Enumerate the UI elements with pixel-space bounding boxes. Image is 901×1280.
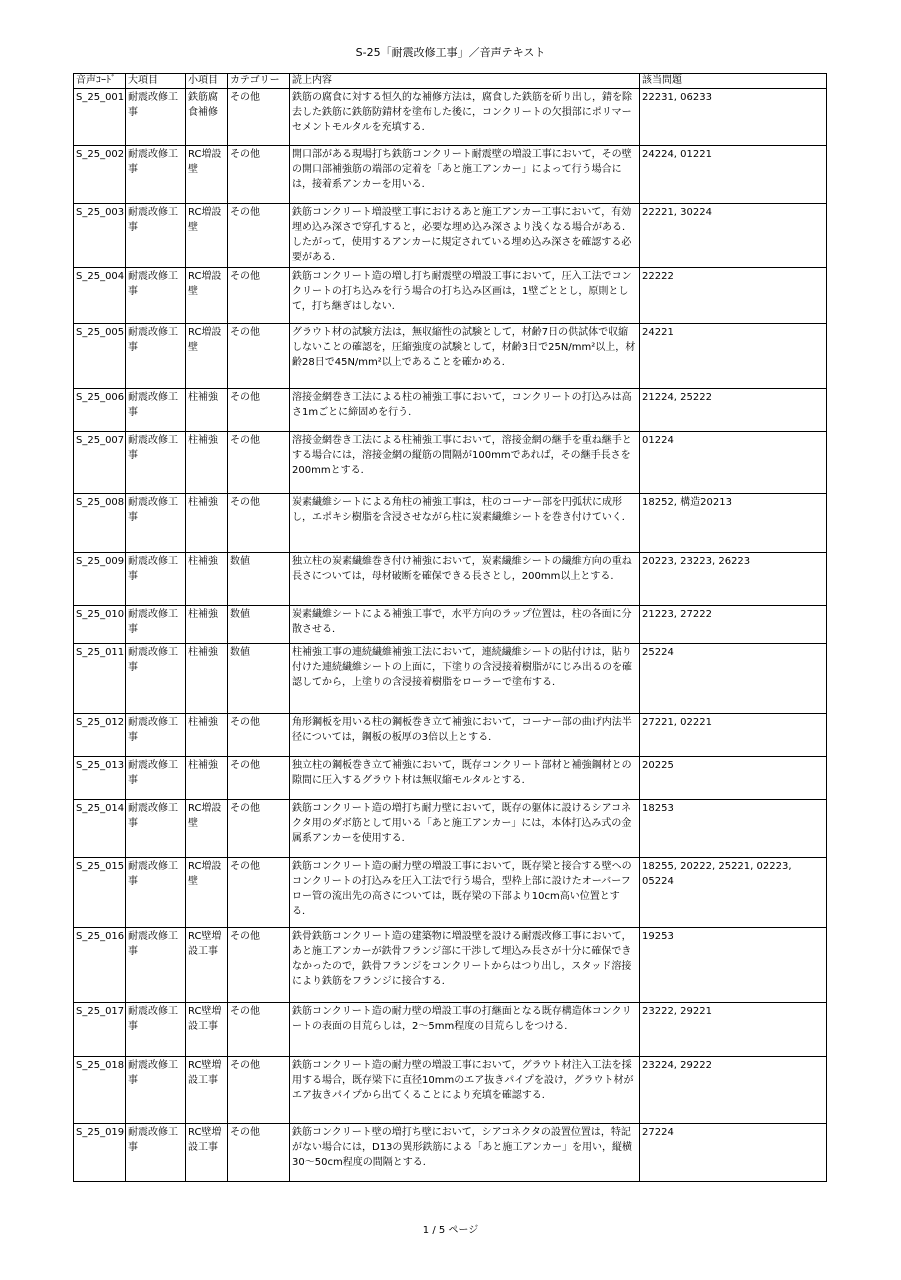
cell-related: 27224 bbox=[640, 1124, 827, 1182]
cell-minor: 柱補強 bbox=[186, 553, 228, 606]
table-row bbox=[74, 858, 827, 928]
cell-major: 耐震改修工事 bbox=[126, 800, 186, 858]
page-footer: 1 / 5 ページ bbox=[422, 1225, 479, 1236]
cell-major: 耐震改修工事 bbox=[126, 644, 186, 714]
cell-reading: 炭素繊維シートによる角柱の補強工事は，柱のコーナー部を円弧状に成形し，エポキシ樹脂を含浸させながら柱に炭素繊維シートを巻き付けていく． bbox=[290, 494, 640, 553]
cell-category: その他 bbox=[228, 89, 290, 146]
cell-code: S_25_001 bbox=[74, 89, 126, 146]
cell-minor: 柱補強 bbox=[186, 644, 228, 714]
cell-category: その他 bbox=[228, 1057, 290, 1124]
cell-reading: 鉄筋コンクリート造の耐力壁の増設工事の打継面となる既存構造体コンクリートの表面の目荒らしは，2～5mm程度の目荒らしをつける． bbox=[290, 1003, 640, 1057]
cell-minor: 柱補強 bbox=[186, 757, 228, 800]
table-row bbox=[74, 204, 827, 268]
cell-reading: 鉄筋コンクリート壁の増打ち壁において，シアコネクタの設置位置は，特記がない場合には，D13の異形鉄筋による「あと施工アンカー」を用い，縦横30～50cm程度の間隔とする． bbox=[290, 1124, 640, 1182]
cell-reading: グラウト材の試験方法は，無収縮性の試験として，材齢7日の供試体で収縮しないことの確認を，圧縮強度の試験として，材齢3日で25N/mm²以上，材齢28日で45N/mm²以上であることを確かめる． bbox=[290, 324, 640, 389]
cell-major: 耐震改修工事 bbox=[126, 928, 186, 1003]
voice-text-table bbox=[73, 73, 827, 1182]
cell-related: 22231, 06233 bbox=[640, 89, 827, 146]
table-row bbox=[74, 714, 827, 757]
cell-category: その他 bbox=[228, 714, 290, 757]
cell-major: 耐震改修工事 bbox=[126, 494, 186, 553]
table-row bbox=[74, 494, 827, 553]
cell-major: 耐震改修工事 bbox=[126, 204, 186, 268]
table-row bbox=[74, 800, 827, 858]
cell-related: 21224, 25222 bbox=[640, 389, 827, 432]
table-header-row bbox=[74, 74, 827, 89]
header-major: 大項目 bbox=[126, 74, 186, 89]
cell-category: その他 bbox=[228, 757, 290, 800]
cell-related: 18253 bbox=[640, 800, 827, 858]
cell-related: 24224, 01221 bbox=[640, 146, 827, 204]
cell-category: その他 bbox=[228, 389, 290, 432]
table-row bbox=[74, 1057, 827, 1124]
cell-reading: 柱補強工事の連続繊維補強工法において，連続繊維シートの貼付けは，貼り付けた連続繊維シートの上面に，下塗りの含浸接着樹脂がにじみ出るのを確認してから，上塗りの含浸接着樹脂をローラーで塗布する． bbox=[290, 644, 640, 714]
cell-reading: 鉄筋コンクリート造の増打ち耐力壁において，既存の躯体に設けるシアコネクタ用のダボ筋として用いる「あと施工アンカー」には，本体打込み式の金属系アンカーを使用する． bbox=[290, 800, 640, 858]
cell-code: S_25_017 bbox=[74, 1003, 126, 1057]
cell-category: その他 bbox=[228, 1003, 290, 1057]
cell-code: S_25_008 bbox=[74, 494, 126, 553]
cell-reading: 炭素繊維シートによる補強工事で，水平方向のラップ位置は，柱の各面に分散させる． bbox=[290, 606, 640, 644]
cell-major: 耐震改修工事 bbox=[126, 1057, 186, 1124]
cell-minor: RC増設壁 bbox=[186, 858, 228, 928]
cell-related: 18252, 構造20213 bbox=[640, 494, 827, 553]
cell-code: S_25_014 bbox=[74, 800, 126, 858]
cell-reading: 鉄筋の腐食に対する恒久的な補修方法は，腐食した鉄筋を斫り出し，錆を除去した鉄筋に鉄筋防錆材を塗布した後に，コンクリートの欠損部にポリマーセメントモルタルを充填する． bbox=[290, 89, 640, 146]
header-minor: 小項目 bbox=[186, 74, 228, 89]
cell-major: 耐震改修工事 bbox=[126, 268, 186, 324]
cell-minor: 柱補強 bbox=[186, 606, 228, 644]
cell-related: 22221, 30224 bbox=[640, 204, 827, 268]
cell-code: S_25_019 bbox=[74, 1124, 126, 1182]
cell-major: 耐震改修工事 bbox=[126, 1124, 186, 1182]
cell-reading: 鉄骨鉄筋コンクリート造の建築物に増設壁を設ける耐震改修工事において，あと施工アンカーが鉄骨フランジ部に干渉して埋込み長さが十分に確保できなかったので，鉄骨フランジをコンクリートからはつり出し，スタッド溶接により鉄筋をフランジに接合する． bbox=[290, 928, 640, 1003]
cell-major: 耐震改修工事 bbox=[126, 389, 186, 432]
cell-related: 27221, 02221 bbox=[640, 714, 827, 757]
cell-code: S_25_011 bbox=[74, 644, 126, 714]
cell-major: 耐震改修工事 bbox=[126, 606, 186, 644]
cell-category: その他 bbox=[228, 146, 290, 204]
table-row bbox=[74, 146, 827, 204]
cell-category: その他 bbox=[228, 268, 290, 324]
cell-category: その他 bbox=[228, 204, 290, 268]
cell-code: S_25_016 bbox=[74, 928, 126, 1003]
table-row bbox=[74, 757, 827, 800]
cell-reading: 鉄筋コンクリート造の耐力壁の増設工事において，既存梁と接合する壁へのコンクリートの打込みを圧入工法で行う場合，型枠上部に設けたオーバーフロー管の流出先の高さについては，既存梁の下部より10cm高い位置とする． bbox=[290, 858, 640, 928]
header-reading: 読上内容 bbox=[290, 74, 640, 89]
cell-reading: 鉄筋コンクリート造の増し打ち耐震壁の増設工事において，圧入工法でコンクリートの打ち込みを行う場合の打ち込み区画は，1壁ごととし，原則として，打ち継ぎはしない． bbox=[290, 268, 640, 324]
table-row bbox=[74, 324, 827, 389]
cell-reading: 鉄筋コンクリート造の耐力壁の増設工事において，グラウト材注入工法を採用する場合，既存梁下に直径10mmのエア抜きパイプを設け，グラウト材がエア抜きパイプから出てくることにより充填を確認する． bbox=[290, 1057, 640, 1124]
cell-related: 23224, 29222 bbox=[640, 1057, 827, 1124]
cell-minor: 柱補強 bbox=[186, 714, 228, 757]
cell-minor: RC増設壁 bbox=[186, 324, 228, 389]
table-row bbox=[74, 89, 827, 146]
cell-code: S_25_012 bbox=[74, 714, 126, 757]
cell-minor: 鉄筋腐食補修 bbox=[186, 89, 228, 146]
cell-related: 19253 bbox=[640, 928, 827, 1003]
cell-category: 数値 bbox=[228, 553, 290, 606]
cell-category: 数値 bbox=[228, 644, 290, 714]
table-row bbox=[74, 606, 827, 644]
cell-reading: 溶接金網巻き工法による柱の補強工事において，コンクリートの打込みは高さ1mごとに締固めを行う． bbox=[290, 389, 640, 432]
cell-major: 耐震改修工事 bbox=[126, 1003, 186, 1057]
cell-category: その他 bbox=[228, 800, 290, 858]
cell-major: 耐震改修工事 bbox=[126, 146, 186, 204]
cell-minor: RC増設壁 bbox=[186, 268, 228, 324]
cell-major: 耐震改修工事 bbox=[126, 757, 186, 800]
table-row bbox=[74, 1124, 827, 1182]
header-related: 該当問題 bbox=[640, 74, 827, 89]
cell-minor: 柱補強 bbox=[186, 494, 228, 553]
table-row bbox=[74, 553, 827, 606]
cell-category: その他 bbox=[228, 858, 290, 928]
cell-minor: RC壁増設工事 bbox=[186, 928, 228, 1003]
cell-related: 24221 bbox=[640, 324, 827, 389]
table-row bbox=[74, 389, 827, 432]
cell-related: 23222, 29221 bbox=[640, 1003, 827, 1057]
header-code: 音声ｺｰﾄﾞ bbox=[74, 74, 126, 89]
cell-code: S_25_010 bbox=[74, 606, 126, 644]
cell-code: S_25_009 bbox=[74, 553, 126, 606]
cell-code: S_25_015 bbox=[74, 858, 126, 928]
cell-category: その他 bbox=[228, 928, 290, 1003]
cell-code: S_25_003 bbox=[74, 204, 126, 268]
table-row bbox=[74, 928, 827, 1003]
cell-minor: RC増設壁 bbox=[186, 146, 228, 204]
cell-category: その他 bbox=[228, 432, 290, 494]
cell-major: 耐震改修工事 bbox=[126, 324, 186, 389]
cell-minor: RC壁増設工事 bbox=[186, 1003, 228, 1057]
cell-minor: RC壁増設工事 bbox=[186, 1124, 228, 1182]
cell-minor: 柱補強 bbox=[186, 389, 228, 432]
cell-major: 耐震改修工事 bbox=[126, 553, 186, 606]
page-title: S-25「耐震改修工事」／音声テキスト bbox=[355, 46, 546, 59]
cell-minor: RC増設壁 bbox=[186, 800, 228, 858]
cell-major: 耐震改修工事 bbox=[126, 714, 186, 757]
cell-related: 22222 bbox=[640, 268, 827, 324]
cell-reading: 角形鋼板を用いる柱の鋼板巻き立て補強において，コーナー部の曲げ内法半径については，鋼板の板厚の3倍以上とする． bbox=[290, 714, 640, 757]
cell-code: S_25_005 bbox=[74, 324, 126, 389]
cell-code: S_25_004 bbox=[74, 268, 126, 324]
cell-reading: 溶接金網巻き工法による柱補強工事において，溶接金網の継手を重ね継手とする場合には，溶接金網の縦筋の間隔が100mmであれば，その継手長さを200mmとする． bbox=[290, 432, 640, 494]
cell-major: 耐震改修工事 bbox=[126, 89, 186, 146]
cell-related: 01224 bbox=[640, 432, 827, 494]
cell-minor: RC壁増設工事 bbox=[186, 1057, 228, 1124]
cell-category: その他 bbox=[228, 494, 290, 553]
cell-category: その他 bbox=[228, 1124, 290, 1182]
cell-code: S_25_013 bbox=[74, 757, 126, 800]
table-body bbox=[74, 89, 827, 1182]
table-row bbox=[74, 268, 827, 324]
table-row bbox=[74, 1003, 827, 1057]
cell-reading: 独立柱の炭素繊維巻き付け補強において，炭素繊維シートの繊維方向の重ね長さについては，母材破断を確保できる長さとし，200mm以上とする． bbox=[290, 553, 640, 606]
cell-code: S_25_007 bbox=[74, 432, 126, 494]
cell-category: 数値 bbox=[228, 606, 290, 644]
table-row bbox=[74, 644, 827, 714]
cell-reading: 開口部がある現場打ち鉄筋コンクリート耐震壁の増設工事において，その壁の開口部補強筋の端部の定着を「あと施工アンカー」によって行う場合には，接着系アンカーを用いる． bbox=[290, 146, 640, 204]
cell-related: 20225 bbox=[640, 757, 827, 800]
cell-related: 18255, 20222, 25221, 02223, 05224 bbox=[640, 858, 827, 928]
cell-related: 21223, 27222 bbox=[640, 606, 827, 644]
cell-related: 20223, 23223, 26223 bbox=[640, 553, 827, 606]
cell-reading: 独立柱の鋼板巻き立て補強において，既存コンクリート部材と補強鋼材との隙間に圧入するグラウト材は無収縮モルタルとする． bbox=[290, 757, 640, 800]
cell-related: 25224 bbox=[640, 644, 827, 714]
cell-category: その他 bbox=[228, 324, 290, 389]
cell-code: S_25_002 bbox=[74, 146, 126, 204]
cell-code: S_25_006 bbox=[74, 389, 126, 432]
cell-reading: 鉄筋コンクリート増設壁工事におけるあと施工アンカー工事において，有効埋め込み深さで穿孔すると，必要な埋め込み深さより浅くなる場合がある．したがって，使用するアンカーに規定されている埋め込み深さを確認する必要がある． bbox=[290, 204, 640, 268]
cell-major: 耐震改修工事 bbox=[126, 858, 186, 928]
cell-minor: 柱補強 bbox=[186, 432, 228, 494]
table-row bbox=[74, 432, 827, 494]
cell-minor: RC増設壁 bbox=[186, 204, 228, 268]
cell-major: 耐震改修工事 bbox=[126, 432, 186, 494]
header-category: カテゴリー bbox=[228, 74, 290, 89]
cell-code: S_25_018 bbox=[74, 1057, 126, 1124]
